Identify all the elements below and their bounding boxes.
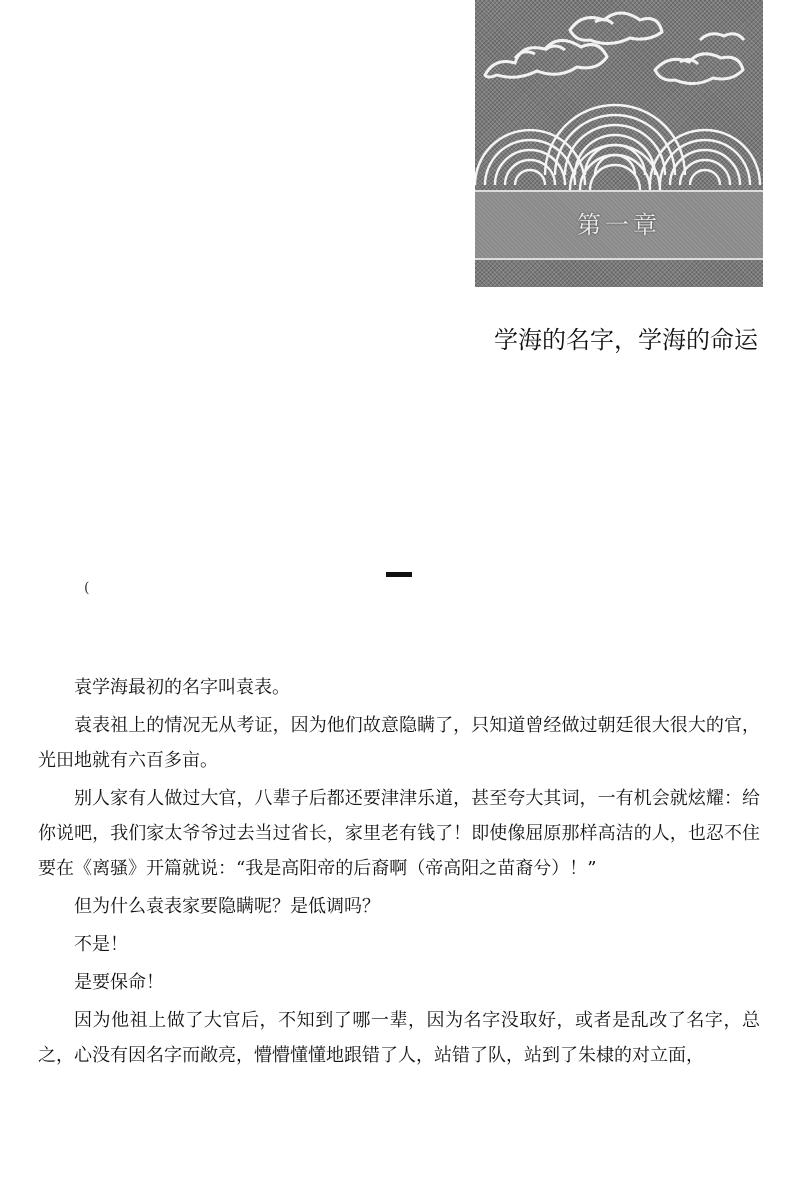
- paragraph: 袁表祖上的情况无从考证，因为他们故意隐瞒了，只知道曾经做过朝廷很大很大的官，光田地就有六百多亩。: [38, 715, 760, 771]
- chapter-banner: [475, 0, 763, 287]
- paragraph: 别人家有人做过大官，八辈子后都还要津津乐道，甚至夸大其词，一有机会就炫耀：给你说吧，我们家太爷爷过去当过省长，家里老有钱了！即使像屈原那样高洁的人，也忍不住要在《离骚》开篇就说：“我是高阳帝的后裔啊（帝高阳之苗裔兮）！”: [38, 788, 760, 879]
- cloud-wave-illustration: [475, 0, 763, 190]
- chapter-label: 第一章: [577, 211, 661, 239]
- body-text: [38, 670, 760, 1076]
- section-number: [386, 572, 412, 577]
- paragraph: 是要保命！: [74, 972, 164, 993]
- stray-mark: (: [84, 580, 90, 596]
- paragraph: 因为他祖上做了大官后，不知到了哪一辈，因为名字没取好，或者是乱改了名字，总之，心没有因名字而敞亮，懵懵懂懂地跟错了人，站错了队，站到了朱棣的对立面，: [38, 1010, 760, 1066]
- paragraph: 不是！: [74, 934, 128, 955]
- paragraph: 但为什么袁表家要隐瞒呢？是低调吗？: [74, 896, 380, 917]
- chapter-title: 学海的名字，学海的命运: [494, 326, 758, 354]
- paragraph: 袁学海最初的名字叫袁表。: [74, 677, 290, 698]
